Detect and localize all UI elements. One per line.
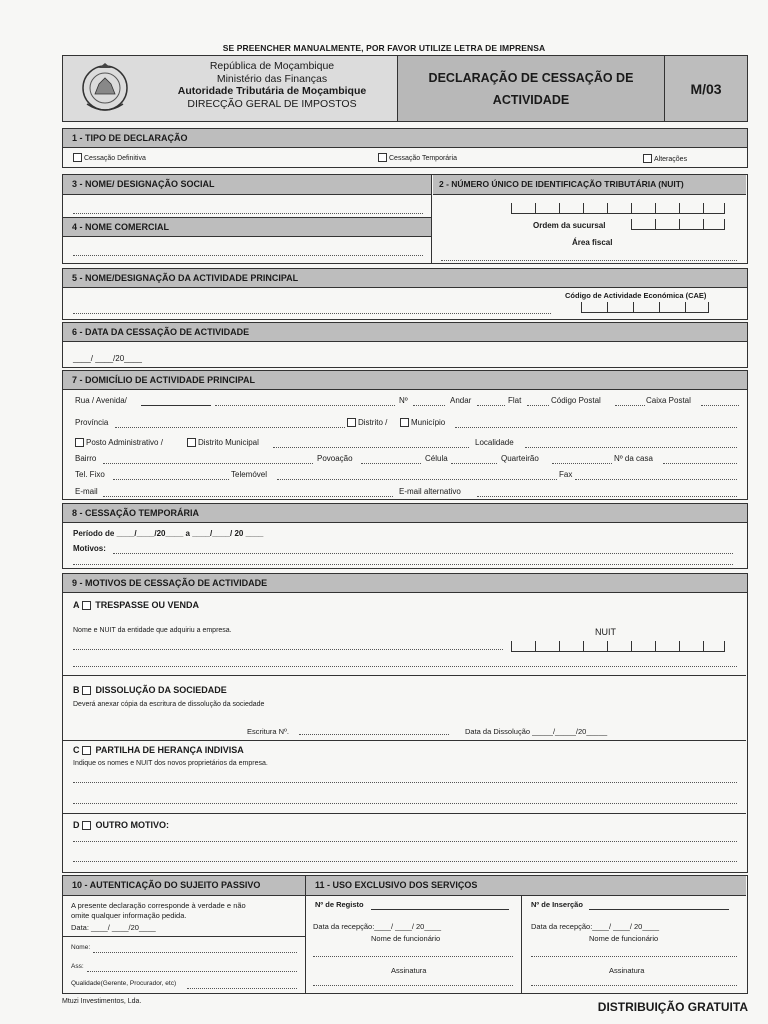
postal-code-label: Código Postal	[551, 396, 601, 405]
admin-post-field[interactable]	[273, 447, 469, 448]
divider	[431, 175, 432, 263]
reasons-label: Motivos:	[73, 544, 106, 553]
signature-label-1: Assinatura	[391, 966, 427, 975]
fill-instruction: SE PREENCHER MANUALMENTE, POR FAVOR UTILIZE LETRA DE IMPRENSA	[222, 43, 546, 53]
email-label: E-mail	[75, 487, 98, 496]
section-6-body	[62, 342, 748, 368]
flat-field[interactable]	[527, 405, 549, 406]
form-title-line2: ACTIVIDADE	[492, 92, 570, 107]
form-title	[398, 56, 665, 121]
option-temporary[interactable]	[378, 153, 457, 162]
section-9-title: 9 - MOTIVOS DE CESSAÇÃO DE ACTIVIDADE	[62, 573, 748, 593]
tax-authority-name: Autoridade Tributária de Moçambique	[177, 85, 367, 97]
signature-field-2[interactable]	[531, 985, 737, 986]
number-label: Nº	[399, 396, 408, 405]
house-number-field[interactable]	[663, 463, 737, 464]
section-6-title: 6 - DATA DA CESSAÇÃO DE ACTIVIDADE	[62, 322, 748, 342]
free-distribution-label: DISTRIBUIÇÃO GRATUITA	[597, 1000, 748, 1014]
checkbox-municipality[interactable]	[400, 418, 409, 427]
branch-order-label: Ordem da sucursal	[533, 221, 606, 230]
signature-label: Ass:	[71, 963, 84, 970]
option-c-title: PARTILHA DE HERANÇA INDIVISA	[95, 745, 244, 755]
checkbox-definitive[interactable]	[73, 153, 82, 162]
house-number-label: Nº da casa	[614, 454, 653, 463]
section-1-title: 1 - TIPO DE DECLARAÇÃO	[62, 128, 748, 148]
section-5-body	[62, 288, 748, 320]
name-field[interactable]	[93, 952, 297, 953]
floor-label: Andar	[450, 396, 472, 405]
activity-field[interactable]	[73, 313, 551, 314]
checkbox-district[interactable]	[347, 418, 356, 427]
checkbox-temporary[interactable]	[378, 153, 387, 162]
village-field[interactable]	[361, 463, 421, 464]
republic-name: República de Moçambique	[209, 60, 335, 72]
street-field[interactable]	[141, 405, 211, 406]
heirs-field-2[interactable]	[73, 803, 737, 804]
sections-10-11	[62, 875, 748, 994]
social-name-field[interactable]	[73, 213, 423, 214]
capacity-label: Qualidade(Gerente, Procurador, etc)	[71, 980, 177, 987]
divider-b	[63, 740, 746, 741]
district-label: Distrito /	[358, 418, 388, 427]
email-alt-label: E-mail alternativo	[399, 487, 461, 496]
block-field[interactable]	[552, 463, 612, 464]
flat-label: Flat	[508, 396, 522, 405]
printer-credit: Mtuzi Investimentos, Lda.	[62, 998, 142, 1005]
section-8-body	[62, 523, 748, 569]
option-b[interactable]	[73, 685, 227, 695]
period-field[interactable]: Período de ____/____/20____ a ____/____/ 20 ____	[73, 529, 264, 538]
authority-text	[155, 60, 389, 110]
signature-field[interactable]	[87, 971, 297, 972]
branch-order-boxes[interactable]	[631, 219, 725, 230]
capacity-field[interactable]	[187, 988, 297, 989]
declaration-text-2: omite qualquer informação pedida.	[71, 911, 187, 920]
commercial-name-field[interactable]	[73, 255, 423, 256]
nuit-digit-boxes[interactable]	[511, 203, 725, 214]
municipality-option[interactable]	[400, 418, 445, 427]
option-c-text: Indique os nomes e NUIT dos novos proprietários da empresa.	[73, 760, 268, 767]
mozambique-emblem-icon	[77, 60, 133, 118]
registry-number-field[interactable]	[371, 909, 509, 910]
employee-name-label-2: Nome de funcionário	[589, 934, 659, 943]
phone-label: Tel. Fixo	[75, 470, 105, 479]
cae-label: Código de Actividade Económica (CAE)	[565, 291, 707, 300]
po-box-label: Caixa Postal	[646, 396, 691, 405]
option-definitive[interactable]	[73, 153, 146, 162]
province-field[interactable]	[115, 427, 345, 428]
signature-label-2: Assinatura	[609, 966, 645, 975]
floor-field[interactable]	[477, 405, 505, 406]
checkbox-c[interactable]	[82, 746, 91, 755]
section-9-body	[62, 593, 748, 873]
declaration-date-field[interactable]: Data: ____/ ____/20____	[71, 923, 156, 932]
declaration-text-1: A presente declaração corresponde à verdade e não	[71, 901, 246, 910]
section-4-title: 4 - NOME COMERCIAL	[63, 217, 431, 237]
checkbox-a[interactable]	[82, 601, 91, 610]
reasons-field-2[interactable]	[73, 564, 733, 565]
dissolution-date-field[interactable]: Data da Dissolução _____/_____/20_____	[465, 727, 608, 736]
buyer-nuit-boxes[interactable]	[511, 641, 725, 652]
option-c[interactable]	[73, 745, 244, 755]
fax-label: Fax	[559, 470, 573, 479]
tax-area-label: Área fiscal	[572, 238, 613, 247]
cell-label: Célula	[425, 454, 448, 463]
email-field[interactable]	[103, 496, 393, 497]
street-label: Rua / Avenida/	[75, 396, 127, 405]
form-header	[62, 55, 748, 122]
tax-area-field[interactable]	[441, 260, 737, 261]
cae-digit-boxes[interactable]	[581, 302, 709, 313]
section-8-title: 8 - CESSAÇÃO TEMPORÁRIA	[62, 503, 748, 523]
locality-field[interactable]	[525, 447, 737, 448]
admin-post-label: Posto Administrativo /	[86, 438, 163, 447]
option-d-title: OUTRO MOTIVO:	[95, 820, 170, 830]
phone-field[interactable]	[113, 479, 229, 480]
divider-c	[63, 813, 746, 814]
district-field[interactable]	[455, 427, 737, 428]
mobile-field[interactable]	[277, 479, 557, 480]
option-alterations[interactable]	[643, 154, 687, 163]
option-d[interactable]	[73, 820, 169, 830]
other-reason-field-2[interactable]	[73, 861, 737, 862]
divider-11	[521, 896, 522, 993]
option-a-title: TRESPASSE OU VENDA	[95, 600, 200, 610]
admin-post-option[interactable]	[75, 438, 163, 447]
checkbox-d[interactable]	[82, 821, 91, 830]
option-b-text: Deverá anexar cópia da escritura de dissolução da sociedade	[73, 701, 265, 708]
section-10-title: 10 - AUTENTICAÇÃO DO SUJEITO PASSIVO	[63, 876, 305, 896]
option-a[interactable]	[73, 600, 199, 610]
other-reason-field-1[interactable]	[73, 841, 737, 842]
name-label: Nome:	[71, 944, 91, 951]
section-7-body	[62, 390, 748, 500]
municipal-district-option[interactable]	[187, 438, 259, 447]
option-alterations-label: Alterações	[654, 156, 688, 163]
fax-field[interactable]	[575, 479, 737, 480]
directorate-name: DIRECÇÃO GERAL DE IMPOSTOS	[187, 97, 357, 110]
section-1-body	[62, 148, 748, 168]
section-7-title: 7 - DOMICÍLIO DE ACTIVIDADE PRINCIPAL	[62, 370, 748, 390]
divider-10-11	[305, 876, 306, 993]
checkbox-alterations[interactable]	[643, 154, 652, 163]
province-label: Província	[75, 418, 109, 427]
option-a-letter: A	[73, 600, 80, 610]
checkbox-admin-post[interactable]	[75, 438, 84, 447]
option-a-nuit-label: NUIT	[595, 627, 616, 637]
email-alt-field[interactable]	[477, 496, 737, 497]
divider-10	[63, 936, 305, 937]
option-c-letter: C	[73, 745, 80, 755]
insertion-number-field[interactable]	[589, 909, 729, 910]
buyer-field-2[interactable]	[73, 666, 737, 667]
neighbourhood-field[interactable]	[103, 463, 313, 464]
ministry-name: Ministério das Finanças	[216, 72, 328, 85]
postal-code-field[interactable]	[615, 405, 645, 406]
district-option[interactable]	[347, 418, 387, 427]
option-b-title: DISSOLUÇÃO DA SOCIEDADE	[95, 685, 227, 695]
checkbox-municipal-district[interactable]	[187, 438, 196, 447]
form-title-line1: DECLARAÇÃO DE CESSAÇÃO DE	[428, 70, 634, 85]
locality-label: Localidade	[475, 438, 514, 447]
deed-number-field[interactable]	[299, 734, 449, 735]
form-code: M/03	[665, 56, 747, 121]
registry-number-label: Nº de Registo	[315, 900, 364, 909]
option-definitive-label: Cessação Definitiva	[84, 155, 146, 162]
section-3-title: 3 - NOME/ DESIGNAÇÃO SOCIAL	[63, 175, 431, 195]
number-field[interactable]	[413, 405, 445, 406]
section-11-title: 11 - USO EXCLUSIVO DOS SERVIÇOS	[305, 876, 746, 896]
option-temporary-label: Cessação Temporária	[389, 155, 457, 162]
reasons-field[interactable]	[113, 553, 733, 554]
insertion-number-label: Nº de Inserção	[531, 900, 583, 909]
option-b-letter: B	[73, 685, 80, 695]
buyer-field[interactable]	[73, 649, 503, 650]
cessation-date-field[interactable]: ____/ ____/20____	[73, 354, 142, 363]
option-d-letter: D	[73, 820, 80, 830]
option-a-text: Nome e NUIT da entidade que adquiriu a empresa.	[73, 627, 232, 634]
employee-name-label-1: Nome de funcionário	[371, 934, 441, 943]
mobile-label: Telemóvel	[231, 470, 268, 479]
heirs-field-1[interactable]	[73, 782, 737, 783]
reception-date-field-1[interactable]: Data da recepção:____/ ____/ 20____	[313, 922, 442, 931]
authority-block	[63, 56, 398, 121]
municipality-label: Município	[411, 418, 446, 427]
municipal-district-label: Distrito Municipal	[198, 438, 259, 447]
employee-name-field-1[interactable]	[313, 956, 513, 957]
section-5-title: 5 - NOME/DESIGNAÇÃO DA ACTIVIDADE PRINCIPAL	[62, 268, 748, 288]
sections-2-3-4	[62, 174, 748, 264]
block-label: Quarteirão	[501, 454, 539, 463]
deed-number-label: Escritura Nº.	[247, 727, 289, 736]
section-2-title: 2 - NÚMERO ÚNICO DE IDENTIFICAÇÃO TRIBUTÁRIA (NUIT)	[433, 175, 746, 195]
divider-a	[63, 675, 746, 676]
cell-field[interactable]	[451, 463, 497, 464]
reception-date-field-2[interactable]: Data da recepção:____/ ____/ 20____	[531, 922, 660, 931]
checkbox-b[interactable]	[82, 686, 91, 695]
street-field-dots[interactable]	[215, 405, 395, 406]
po-box-field[interactable]	[701, 405, 739, 406]
neighbourhood-label: Bairro	[75, 454, 97, 463]
signature-field-1[interactable]	[313, 985, 513, 986]
employee-name-field-2[interactable]	[531, 956, 737, 957]
village-label: Povoação	[317, 454, 353, 463]
